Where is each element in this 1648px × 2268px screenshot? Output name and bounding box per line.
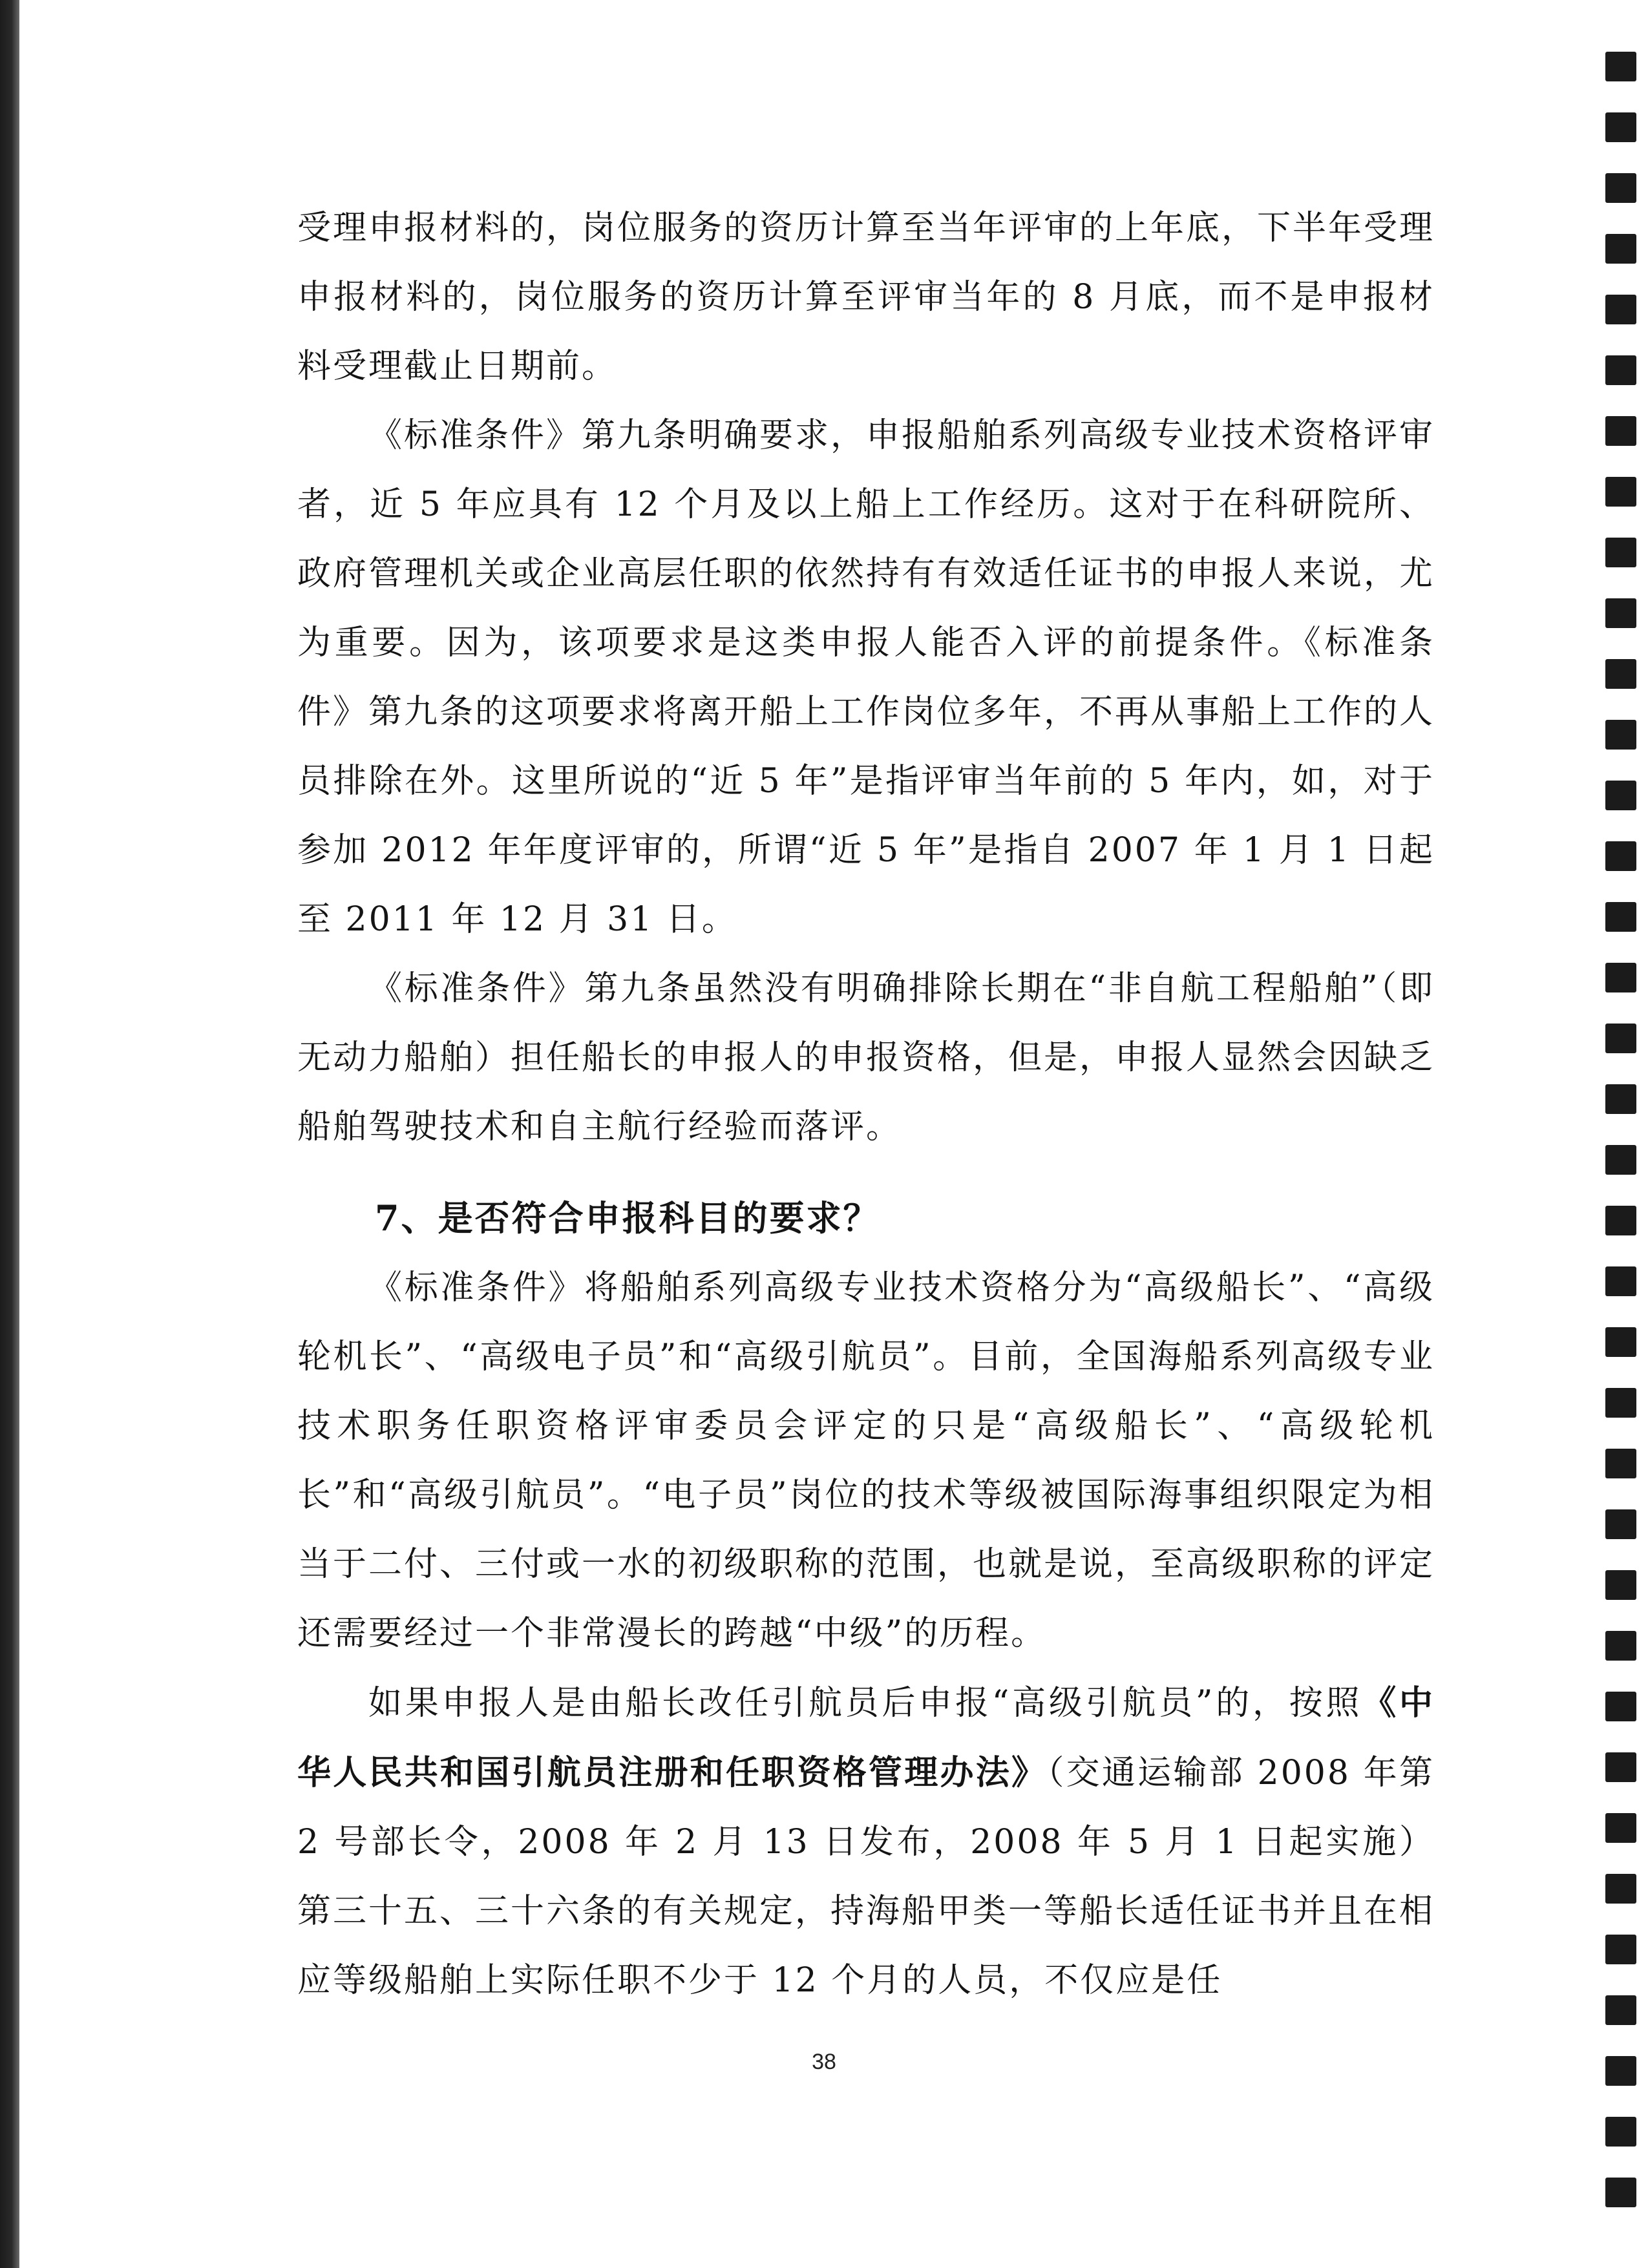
page-number: 38 <box>812 2050 836 2074</box>
page-body <box>297 194 1435 2015</box>
paragraph-4: 《标准条件》将船舶系列高级专业技术资格分为“高级船长”、“高级轮机长”、“高级电子员”和“高级引航员”。目前，全国海船系列高级专业技术职务任职资格评审委员会评定的只是“高级船长”、“高级轮机长”和“高级引航员”。“电子员”岗位的技术等级被国际海事组织限定为相当于二付、三付或一水的初级职称的范围，也就是说，至高级职称的评定还需要经过一个非常漫长的跨越“中级”的历程。 <box>297 1268 1435 1653</box>
section-heading-7: 7、是否符合申报科目的要求？ <box>375 1197 880 1239</box>
paragraph-3: 《标准条件》第九条虽然没有明确排除长期在“非自航工程船舶”（即无动力船舶）担任船长的申报人的申报资格，但是，申报人显然会因缺乏船舶驾驶技术和自主航行经验而落评。 <box>297 969 1435 1146</box>
scan-binding-edge <box>0 0 19 2268</box>
paragraph-2: 《标准条件》第九条明确要求，申报船舶系列高级专业技术资格评审者，近 5 年应具有 12 个月及以上船上工作经历。这对于在科研院所、政府管理机关或企业高层任职的依然持有有效适任证书的申报人来说，尤为重要。因为，该项要求是这类申报人能否入评的前提条件。《标准条件》第九条的这项要求将离开船上工作岗位多年，不再从事船上工作的人员排除在外。这里所说的“近 5 年”是指评审当年前的 5 年内，如，对于参加 2012 年年度评审的，所谓“近 5 年”是指自 2007 年 1 月 1 日起至 2011 年 12 月 31 日。 <box>297 416 1435 939</box>
paragraph-1: 受理申报材料的，岗位服务的资历计算至当年评审的上年底，下半年受理申报材料的，岗位服务的资历计算至评审当年的 8 月底，而不是申报材料受理截止日期前。 <box>297 209 1435 386</box>
paragraph-5 <box>297 1668 1435 2015</box>
paragraph-5-rest: （交通运输部 2008 年第 2 号部长令，2008 年 2 月 13 日发布，2008 年 5 月 1 日起实施）第三十五、三十六条的有关规定，持海船甲类一等船长适任证书并且在相应等级船舶上实际任职不少于 12 个月的人员，不仅应是任 <box>297 1754 1435 2000</box>
regulation-title: 《中华人民共和国引航员注册和任职资格管理办法》 <box>297 1683 1435 1792</box>
binding-punch-holes <box>1601 0 1636 2268</box>
paragraph-5-intro: 如果申报人是由船长改任引航员后申报“高级引航员”的，按照 <box>368 1684 1363 1723</box>
